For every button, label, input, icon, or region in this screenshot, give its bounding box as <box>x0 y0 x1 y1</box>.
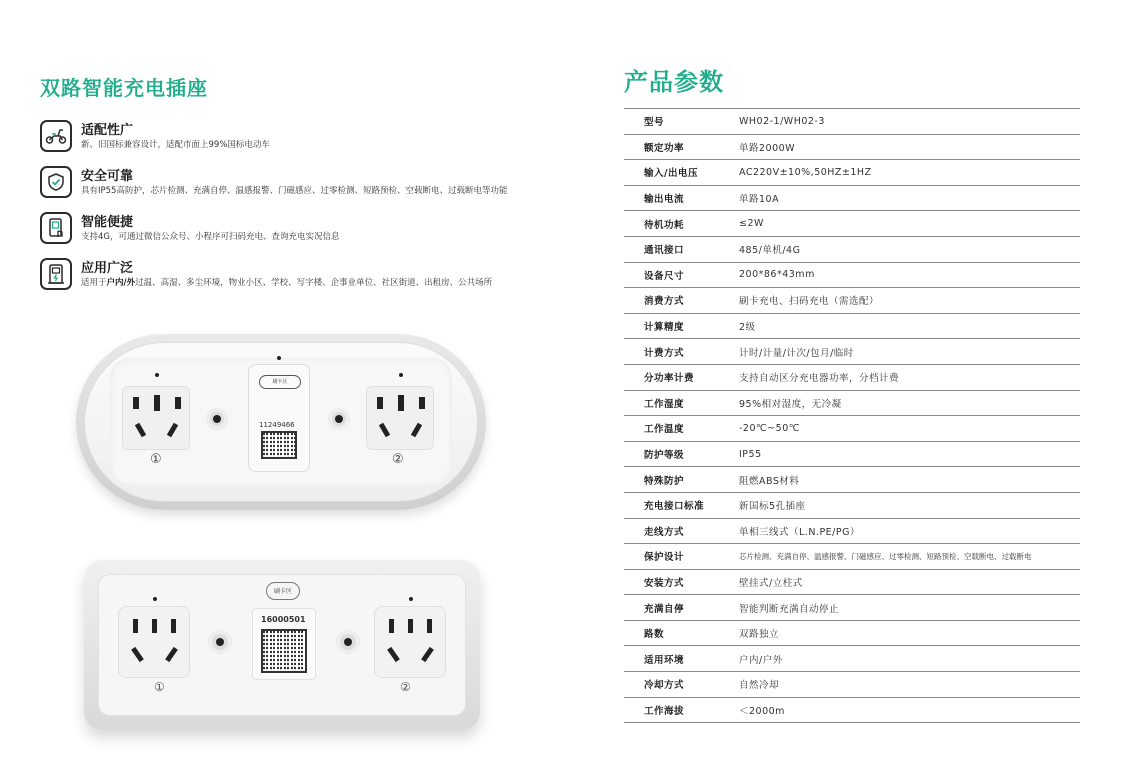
spec-key: 防护等级 <box>624 441 739 467</box>
qr-code-icon <box>261 629 307 673</box>
spec-key: 充满自停 <box>624 595 739 621</box>
spec-value: 单路2000W <box>739 134 1080 160</box>
table-row <box>624 160 1080 186</box>
feature-desc: 新、旧国标兼容设计，适配市面上99%国标电动车 <box>81 140 270 150</box>
spec-value: 阻燃ABS材料 <box>739 467 1080 493</box>
spec-key: 通讯接口 <box>624 236 739 262</box>
spec-value: AC220V±10%,50HZ±1HZ <box>739 160 1080 186</box>
table-row <box>624 262 1080 288</box>
feature-desc: 具有IP55高防护，芯片检测、充满自停、温感报警、门磁感应、过零检测、短路预检、空载断电、过载断电等功能 <box>81 186 508 196</box>
spec-value: 单路10A <box>739 185 1080 211</box>
card-reader-panel <box>248 364 310 472</box>
spec-value: 芯片检测、充满自停、温感报警、门磁感应、过零检测、短路预检、空载断电、过载断电 <box>739 544 1080 570</box>
feature-compatibility <box>40 120 580 156</box>
feature-desc: 支持4G，可通过微信公众号、小程序可扫码充电、查询充电实况信息 <box>81 232 340 242</box>
spec-key: 工作温度 <box>624 416 739 442</box>
nfc-icon: 刷卡区 <box>266 582 300 600</box>
feature-wide-use <box>40 258 580 294</box>
feature-title: 智能便捷 <box>81 215 134 230</box>
socket-right <box>366 386 434 450</box>
socket-number-right: ② <box>400 680 411 694</box>
spec-value: 485/单机/4G <box>739 236 1080 262</box>
socket-number-right: ② <box>392 452 404 467</box>
screw-hole <box>206 408 228 430</box>
table-row <box>624 544 1080 570</box>
spec-key: 适用环境 <box>624 646 739 672</box>
spec-value: 2级 <box>739 313 1080 339</box>
table-row <box>624 211 1080 237</box>
nfc-icon: 刷卡区 <box>259 375 301 389</box>
electric-scooter-icon <box>40 120 72 152</box>
spec-value: 95%相对湿度，无冷凝 <box>739 390 1080 416</box>
table-row <box>624 697 1080 723</box>
table-row <box>624 595 1080 621</box>
table-row <box>624 518 1080 544</box>
spec-key: 工作湿度 <box>624 390 739 416</box>
spec-key: 特殊防护 <box>624 467 739 493</box>
table-row <box>624 492 1080 518</box>
spec-key: 计算精度 <box>624 313 739 339</box>
socket-left <box>122 386 190 450</box>
spec-key: 额定功率 <box>624 134 739 160</box>
screw-hole <box>328 408 350 430</box>
feature-title: 安全可靠 <box>81 169 134 184</box>
feature-title: 适配性广 <box>81 123 134 138</box>
spec-value: 壁挂式/立柱式 <box>739 569 1080 595</box>
spec-key: 消费方式 <box>624 288 739 314</box>
spec-key: 路数 <box>624 620 739 646</box>
table-row <box>624 672 1080 698</box>
table-row <box>624 364 1080 390</box>
table-row <box>624 185 1080 211</box>
shield-check-icon <box>40 166 72 198</box>
screw-hole <box>336 630 360 654</box>
feature-title: 应用广泛 <box>81 261 134 276</box>
spec-value: WH02-1/WH02-3 <box>739 109 1080 135</box>
right-title: 产品参数 <box>624 68 724 96</box>
spec-value: 计时/计量/计次/包月/临时 <box>739 339 1080 365</box>
table-row <box>624 467 1080 493</box>
device-image-rectangular <box>84 560 480 730</box>
spec-key: 走线方式 <box>624 518 739 544</box>
table-row <box>624 236 1080 262</box>
table-row <box>624 620 1080 646</box>
table-row <box>624 390 1080 416</box>
socket-right <box>374 606 446 678</box>
spec-value: 户内/户外 <box>739 646 1080 672</box>
qr-code-icon <box>261 431 297 459</box>
spec-key: 计费方式 <box>624 339 739 365</box>
spec-value: 刷卡充电、扫码充电（需选配） <box>739 288 1080 314</box>
right-page <box>600 0 1121 776</box>
spec-key: 输出电流 <box>624 185 739 211</box>
table-row <box>624 134 1080 160</box>
spec-key: 充电接口标准 <box>624 492 739 518</box>
socket-number-left: ① <box>154 680 165 694</box>
device-code: 16000501 <box>261 615 306 624</box>
spec-key: 输入/出电压 <box>624 160 739 186</box>
spec-value: ＜2000m <box>739 697 1080 723</box>
spec-value: 自然冷却 <box>739 672 1080 698</box>
spec-key: 待机功耗 <box>624 211 739 237</box>
spec-key: 冷却方式 <box>624 672 739 698</box>
feature-smart <box>40 212 580 248</box>
socket-number-left: ① <box>150 452 162 467</box>
charging-station-icon <box>40 258 72 290</box>
table-row <box>624 313 1080 339</box>
spec-value: 单相三线式（L.N.PE/PG） <box>739 518 1080 544</box>
device-image-rounded <box>76 334 486 510</box>
card-reader-panel <box>252 608 316 680</box>
table-row <box>624 569 1080 595</box>
spec-key: 分功率计费 <box>624 364 739 390</box>
left-title: 双路智能充电插座 <box>40 76 208 100</box>
spec-table <box>624 108 1080 723</box>
spec-key: 工作海拔 <box>624 697 739 723</box>
socket-left <box>118 606 190 678</box>
feature-safety <box>40 166 580 202</box>
spec-key: 型号 <box>624 109 739 135</box>
table-row <box>624 109 1080 135</box>
table-row <box>624 339 1080 365</box>
spec-value: 支持自动区分充电器功率，分档计费 <box>739 364 1080 390</box>
screw-hole <box>208 630 232 654</box>
table-row <box>624 416 1080 442</box>
spec-value: ≤2W <box>739 211 1080 237</box>
spec-value: 双路独立 <box>739 620 1080 646</box>
spec-key: 保护设计 <box>624 544 739 570</box>
spec-key: 设备尺寸 <box>624 262 739 288</box>
phone-touch-icon <box>40 212 72 244</box>
feature-desc: 适用于户内/外过温、高湿、多尘环境，物业小区、学校、写字楼、企事业单位、社区街道、出租房、公共场所 <box>81 278 493 288</box>
table-row <box>624 646 1080 672</box>
device-code: 11249466 <box>259 421 295 429</box>
spec-value: -20℃~50℃ <box>739 416 1080 442</box>
spec-value: 200*86*43mm <box>739 262 1080 288</box>
spec-value: IP55 <box>739 441 1080 467</box>
spec-value: 新国标5孔插座 <box>739 492 1080 518</box>
table-row <box>624 441 1080 467</box>
table-row <box>624 288 1080 314</box>
spec-value: 智能判断充满自动停止 <box>739 595 1080 621</box>
spec-key: 安装方式 <box>624 569 739 595</box>
